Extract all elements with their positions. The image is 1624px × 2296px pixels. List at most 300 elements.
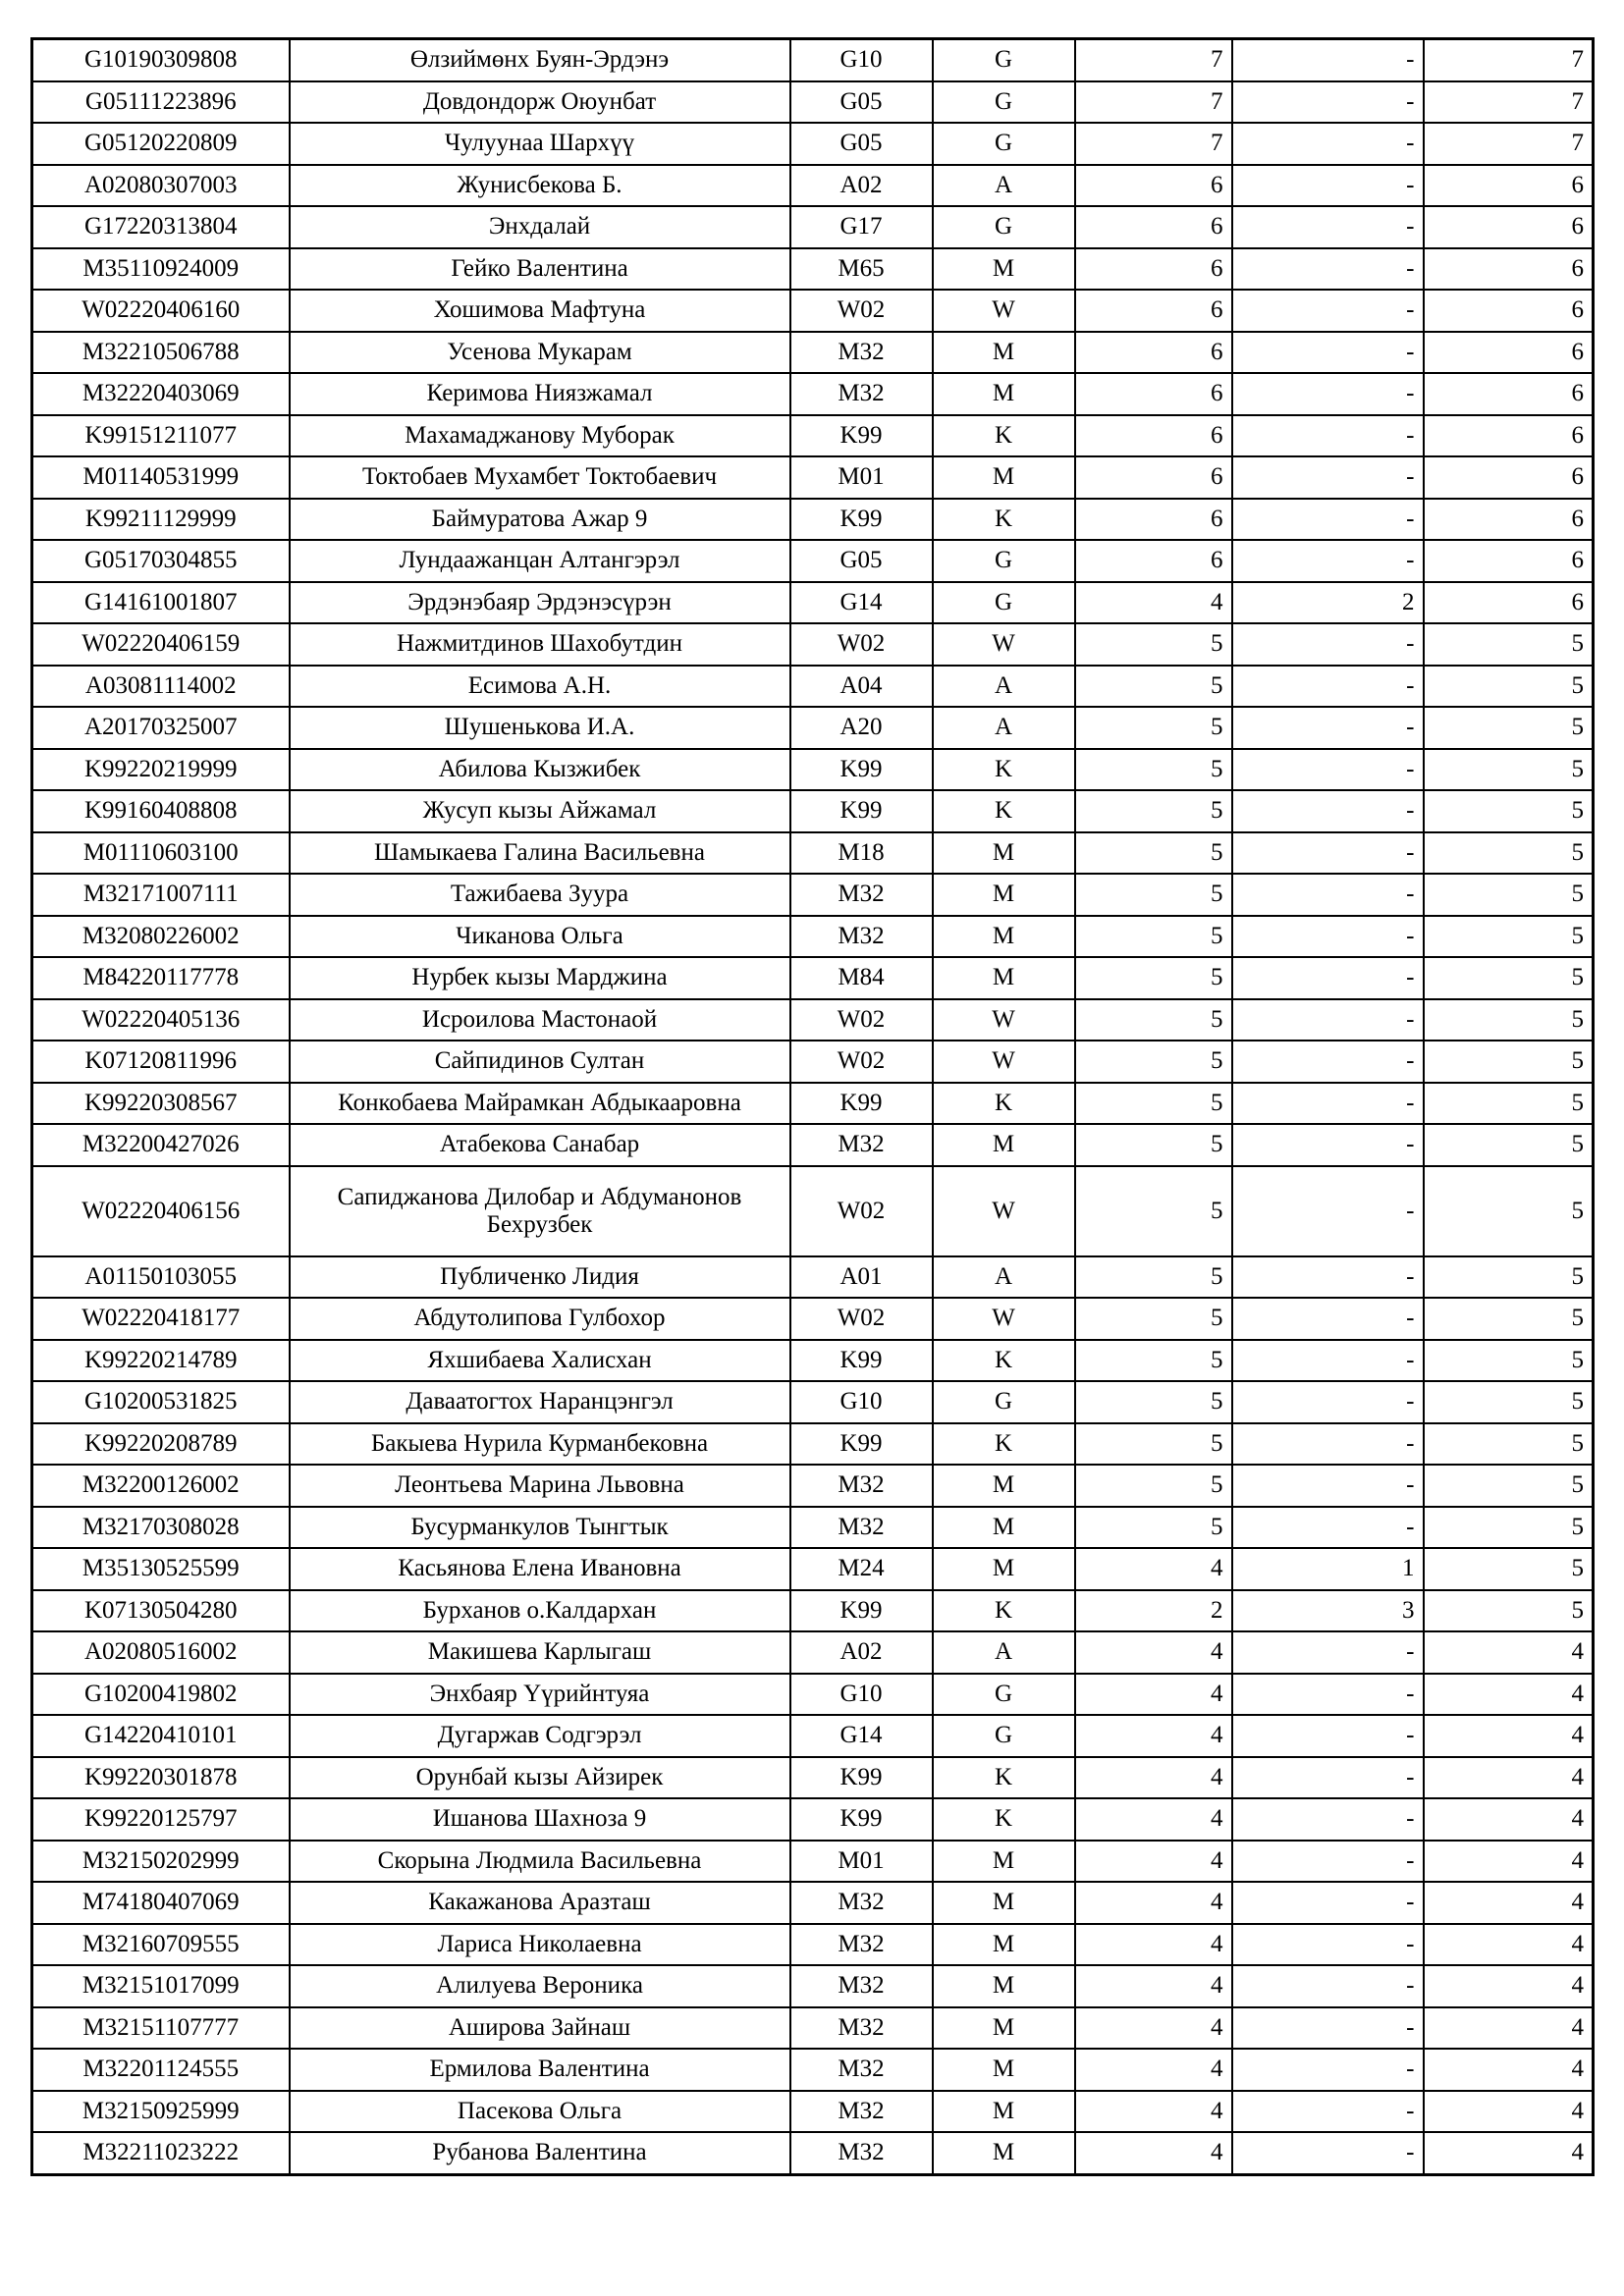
table-row — [32, 206, 1594, 248]
group-code-cell: M32 — [790, 2007, 933, 2050]
group-code-cell: A02 — [790, 1631, 933, 1674]
table-row — [32, 1507, 1594, 1549]
score-a-cell: 6 — [1075, 332, 1232, 374]
participant-name-cell: Сайпидинов Султан — [290, 1041, 790, 1083]
score-a-cell: 5 — [1075, 1083, 1232, 1125]
score-b-cell: - — [1232, 456, 1424, 499]
total-score-cell: 6 — [1424, 499, 1594, 541]
score-a-cell: 5 — [1075, 1124, 1232, 1166]
participant-name-cell: Дугаржав Содгэрэл — [290, 1715, 790, 1757]
score-a-cell: 5 — [1075, 999, 1232, 1041]
participant-name-cell: Публиченко Лидия — [290, 1256, 790, 1299]
participant-id-cell: K99211129999 — [32, 499, 290, 541]
category-cell: W — [933, 1298, 1075, 1340]
total-score-cell: 6 — [1424, 206, 1594, 248]
score-a-cell: 4 — [1075, 1674, 1232, 1716]
group-code-cell: W02 — [790, 290, 933, 332]
category-cell: K — [933, 1340, 1075, 1382]
score-a-cell: 5 — [1075, 1381, 1232, 1423]
total-score-cell: 5 — [1424, 916, 1594, 958]
category-cell: M — [933, 1882, 1075, 1924]
participant-name-cell: Бурханов о.Калдархан — [290, 1590, 790, 1632]
score-b-cell: - — [1232, 206, 1424, 248]
total-score-cell: 4 — [1424, 1798, 1594, 1841]
participant-id-cell: G05111223896 — [32, 81, 290, 124]
group-code-cell: A02 — [790, 165, 933, 207]
score-a-cell: 5 — [1075, 749, 1232, 791]
score-a-cell: 5 — [1075, 707, 1232, 749]
participant-name-cell: Жунисбекова Б. — [290, 165, 790, 207]
table-row — [32, 832, 1594, 875]
group-code-cell: M01 — [790, 1841, 933, 1883]
participant-id-cell: W02220405136 — [32, 999, 290, 1041]
category-cell: K — [933, 1590, 1075, 1632]
participant-name-cell: Керимова Ниязжамал — [290, 373, 790, 415]
total-score-cell: 4 — [1424, 1882, 1594, 1924]
total-score-cell: 6 — [1424, 582, 1594, 624]
score-b-cell: - — [1232, 332, 1424, 374]
score-a-cell: 4 — [1075, 1631, 1232, 1674]
participant-id-cell: K99220125797 — [32, 1798, 290, 1841]
score-a-cell: 6 — [1075, 290, 1232, 332]
participant-id-cell: M32150925999 — [32, 2091, 290, 2133]
participant-id-cell: M32200126002 — [32, 1465, 290, 1507]
participant-name-cell: Аширова Зайнаш — [290, 2007, 790, 2050]
score-a-cell: 4 — [1075, 1757, 1232, 1799]
score-a-cell: 6 — [1075, 456, 1232, 499]
category-cell: K — [933, 1423, 1075, 1466]
table-row — [32, 2091, 1594, 2133]
group-code-cell: M32 — [790, 1924, 933, 1966]
score-a-cell: 4 — [1075, 2007, 1232, 2050]
participant-name-cell: Пасекова Ольга — [290, 2091, 790, 2133]
participant-name-cell: Рубанова Валентина — [290, 2132, 790, 2174]
table-row — [32, 165, 1594, 207]
total-score-cell: 5 — [1424, 1166, 1594, 1256]
participant-name-cell: Абдутолипова Гулбохор — [290, 1298, 790, 1340]
category-cell: A — [933, 1631, 1075, 1674]
participant-name-cell: Лариса Николаевна — [290, 1924, 790, 1966]
participant-id-cell: G10200419802 — [32, 1674, 290, 1716]
group-code-cell: M32 — [790, 332, 933, 374]
group-code-cell: A20 — [790, 707, 933, 749]
score-b-cell: - — [1232, 1924, 1424, 1966]
total-score-cell: 4 — [1424, 1757, 1594, 1799]
table-row — [32, 415, 1594, 457]
score-b-cell: - — [1232, 415, 1424, 457]
participant-id-cell: A03081114002 — [32, 666, 290, 708]
score-a-cell: 6 — [1075, 415, 1232, 457]
category-cell: G — [933, 123, 1075, 165]
score-a-cell: 4 — [1075, 1924, 1232, 1966]
score-a-cell: 4 — [1075, 2049, 1232, 2091]
score-a-cell: 5 — [1075, 1423, 1232, 1466]
category-cell: M — [933, 1124, 1075, 1166]
participant-id-cell: W02220418177 — [32, 1298, 290, 1340]
category-cell: M — [933, 456, 1075, 499]
participant-id-cell: K99220208789 — [32, 1423, 290, 1466]
participant-name-cell: Довдондорж Оюунбат — [290, 81, 790, 124]
total-score-cell: 4 — [1424, 1631, 1594, 1674]
group-code-cell: G14 — [790, 1715, 933, 1757]
score-b-cell: - — [1232, 1465, 1424, 1507]
category-cell: K — [933, 790, 1075, 832]
table-row — [32, 1757, 1594, 1799]
participant-id-cell: M35130525599 — [32, 1548, 290, 1590]
score-b-cell: - — [1232, 1166, 1424, 1256]
table-row — [32, 1715, 1594, 1757]
score-a-cell: 4 — [1075, 1798, 1232, 1841]
results-table-body — [32, 39, 1594, 2175]
score-b-cell: - — [1232, 81, 1424, 124]
participant-name-cell: Скорына Людмила Васильевна — [290, 1841, 790, 1883]
table-row — [32, 707, 1594, 749]
score-b-cell: - — [1232, 290, 1424, 332]
score-b-cell: - — [1232, 999, 1424, 1041]
group-code-cell: G05 — [790, 123, 933, 165]
table-row — [32, 1381, 1594, 1423]
score-b-cell: - — [1232, 39, 1424, 81]
score-a-cell: 4 — [1075, 582, 1232, 624]
results-table — [30, 37, 1595, 2176]
score-b-cell: - — [1232, 373, 1424, 415]
category-cell: M — [933, 874, 1075, 916]
group-code-cell: M32 — [790, 1882, 933, 1924]
participant-id-cell: W02220406160 — [32, 290, 290, 332]
participant-name-cell: Энхбаяр Үүрийнтуяа — [290, 1674, 790, 1716]
score-b-cell: - — [1232, 123, 1424, 165]
group-code-cell: G10 — [790, 1381, 933, 1423]
participant-id-cell: K99220214789 — [32, 1340, 290, 1382]
participant-id-cell: K07130504280 — [32, 1590, 290, 1632]
participant-name-cell: Эрдэнэбаяр Эрдэнэсүрэн — [290, 582, 790, 624]
score-b-cell: - — [1232, 916, 1424, 958]
table-row — [32, 81, 1594, 124]
score-a-cell: 5 — [1075, 957, 1232, 999]
participant-name-cell: Нажмитдинов Шахобутдин — [290, 623, 790, 666]
participant-id-cell: M32171007111 — [32, 874, 290, 916]
table-row — [32, 2132, 1594, 2174]
total-score-cell: 5 — [1424, 623, 1594, 666]
participant-id-cell: M32200427026 — [32, 1124, 290, 1166]
category-cell: M — [933, 2091, 1075, 2133]
participant-name-cell: Алилуева Вероника — [290, 1965, 790, 2007]
participant-name-cell: Усенова Мукарам — [290, 332, 790, 374]
table-row — [32, 749, 1594, 791]
score-b-cell: - — [1232, 790, 1424, 832]
table-row — [32, 1423, 1594, 1466]
score-a-cell: 7 — [1075, 39, 1232, 81]
score-a-cell: 5 — [1075, 666, 1232, 708]
group-code-cell: M18 — [790, 832, 933, 875]
total-score-cell: 4 — [1424, 1841, 1594, 1883]
group-code-cell: M32 — [790, 1965, 933, 2007]
table-row — [32, 999, 1594, 1041]
category-cell: M — [933, 832, 1075, 875]
category-cell: M — [933, 957, 1075, 999]
category-cell: M — [933, 373, 1075, 415]
score-b-cell: 3 — [1232, 1590, 1424, 1632]
category-cell: M — [933, 1548, 1075, 1590]
category-cell: G — [933, 1381, 1075, 1423]
group-code-cell: M32 — [790, 1507, 933, 1549]
group-code-cell: K99 — [790, 1083, 933, 1125]
table-row — [32, 1041, 1594, 1083]
category-cell: K — [933, 1798, 1075, 1841]
score-b-cell: - — [1232, 874, 1424, 916]
category-cell: M — [933, 916, 1075, 958]
participant-name-cell: Макишева Карлыгаш — [290, 1631, 790, 1674]
table-row — [32, 790, 1594, 832]
score-b-cell: - — [1232, 623, 1424, 666]
group-code-cell: M32 — [790, 2132, 933, 2174]
total-score-cell: 5 — [1424, 1423, 1594, 1466]
score-b-cell: - — [1232, 499, 1424, 541]
participant-name-cell: Яхшибаева Халисхан — [290, 1340, 790, 1382]
score-a-cell: 5 — [1075, 1465, 1232, 1507]
participant-name-cell: Лундаажанцан Алтангэрэл — [290, 540, 790, 582]
category-cell: K — [933, 499, 1075, 541]
participant-name-cell: Гейко Валентина — [290, 248, 790, 291]
participant-id-cell: M01140531999 — [32, 456, 290, 499]
table-row — [32, 1965, 1594, 2007]
participant-name-cell: Бусурманкулов Тынгтык — [290, 1507, 790, 1549]
participant-id-cell: M74180407069 — [32, 1882, 290, 1924]
total-score-cell: 6 — [1424, 373, 1594, 415]
category-cell: W — [933, 1166, 1075, 1256]
category-cell: W — [933, 999, 1075, 1041]
total-score-cell: 7 — [1424, 81, 1594, 124]
group-code-cell: G14 — [790, 582, 933, 624]
score-a-cell: 5 — [1075, 623, 1232, 666]
score-b-cell: - — [1232, 1674, 1424, 1716]
group-code-cell: M32 — [790, 1124, 933, 1166]
participant-name-cell: Сапиджанова Дилобар и Абдуманонов Бехрузбек — [290, 1166, 790, 1256]
category-cell: G — [933, 39, 1075, 81]
total-score-cell: 5 — [1424, 1381, 1594, 1423]
score-a-cell: 6 — [1075, 248, 1232, 291]
participant-id-cell: K99220301878 — [32, 1757, 290, 1799]
participant-name-cell: Какажанова Аразташ — [290, 1882, 790, 1924]
score-b-cell: - — [1232, 1715, 1424, 1757]
participant-name-cell: Баймуратова Ажар 9 — [290, 499, 790, 541]
participant-id-cell: M32160709555 — [32, 1924, 290, 1966]
total-score-cell: 5 — [1424, 1256, 1594, 1299]
participant-id-cell: M32210506788 — [32, 332, 290, 374]
score-a-cell: 5 — [1075, 916, 1232, 958]
category-cell: K — [933, 1757, 1075, 1799]
participant-id-cell: A01150103055 — [32, 1256, 290, 1299]
table-row — [32, 623, 1594, 666]
score-b-cell: - — [1232, 1041, 1424, 1083]
table-row — [32, 874, 1594, 916]
group-code-cell: W02 — [790, 999, 933, 1041]
category-cell: M — [933, 332, 1075, 374]
score-b-cell: - — [1232, 1256, 1424, 1299]
score-a-cell: 6 — [1075, 165, 1232, 207]
score-a-cell: 5 — [1075, 1256, 1232, 1299]
participant-name-cell: Тажибаева Зуура — [290, 874, 790, 916]
participant-id-cell: M32211023222 — [32, 2132, 290, 2174]
category-cell: G — [933, 540, 1075, 582]
participant-id-cell: K99151211077 — [32, 415, 290, 457]
participant-id-cell: K99220308567 — [32, 1083, 290, 1125]
score-a-cell: 4 — [1075, 1548, 1232, 1590]
participant-name-cell: Даваатогтох Наранцэнгэл — [290, 1381, 790, 1423]
total-score-cell: 6 — [1424, 415, 1594, 457]
score-a-cell: 4 — [1075, 2132, 1232, 2174]
score-a-cell: 5 — [1075, 1166, 1232, 1256]
category-cell: W — [933, 1041, 1075, 1083]
category-cell: K — [933, 749, 1075, 791]
participant-id-cell: G14161001807 — [32, 582, 290, 624]
category-cell: K — [933, 415, 1075, 457]
table-row — [32, 1124, 1594, 1166]
total-score-cell: 4 — [1424, 1924, 1594, 1966]
score-a-cell: 5 — [1075, 1298, 1232, 1340]
table-row — [32, 39, 1594, 81]
total-score-cell: 7 — [1424, 123, 1594, 165]
participant-id-cell: G05120220809 — [32, 123, 290, 165]
participant-id-cell: M32150202999 — [32, 1841, 290, 1883]
category-cell: K — [933, 1083, 1075, 1125]
participant-id-cell: G17220313804 — [32, 206, 290, 248]
table-row — [32, 1256, 1594, 1299]
table-row — [32, 1590, 1594, 1632]
category-cell: A — [933, 1256, 1075, 1299]
score-a-cell: 5 — [1075, 1041, 1232, 1083]
score-b-cell: - — [1232, 1423, 1424, 1466]
score-b-cell: - — [1232, 2132, 1424, 2174]
score-a-cell: 6 — [1075, 206, 1232, 248]
score-b-cell: - — [1232, 2091, 1424, 2133]
participant-id-cell: A20170325007 — [32, 707, 290, 749]
group-code-cell: W02 — [790, 1041, 933, 1083]
participant-name-cell: Шушенькова И.А. — [290, 707, 790, 749]
category-cell: M — [933, 1841, 1075, 1883]
table-row — [32, 456, 1594, 499]
group-code-cell: K99 — [790, 1798, 933, 1841]
score-a-cell: 4 — [1075, 1715, 1232, 1757]
table-row — [32, 1674, 1594, 1716]
participant-name-cell: Бакыева Нурила Курманбековна — [290, 1423, 790, 1466]
participant-id-cell: G05170304855 — [32, 540, 290, 582]
category-cell: M — [933, 1965, 1075, 2007]
group-code-cell: W02 — [790, 1166, 933, 1256]
category-cell: M — [933, 1465, 1075, 1507]
group-code-cell: M32 — [790, 373, 933, 415]
category-cell: G — [933, 206, 1075, 248]
participant-id-cell: M32151017099 — [32, 1965, 290, 2007]
score-a-cell: 5 — [1075, 832, 1232, 875]
participant-name-cell: Леонтьева Марина Львовна — [290, 1465, 790, 1507]
category-cell: G — [933, 582, 1075, 624]
score-b-cell: - — [1232, 540, 1424, 582]
participant-name-cell: Хошимова Мафтуна — [290, 290, 790, 332]
group-code-cell: G10 — [790, 39, 933, 81]
participant-id-cell: M32220403069 — [32, 373, 290, 415]
total-score-cell: 5 — [1424, 790, 1594, 832]
group-code-cell: W02 — [790, 623, 933, 666]
table-row — [32, 1798, 1594, 1841]
group-code-cell: W02 — [790, 1298, 933, 1340]
group-code-cell: K99 — [790, 415, 933, 457]
participant-id-cell: G10190309808 — [32, 39, 290, 81]
score-a-cell: 5 — [1075, 1507, 1232, 1549]
total-score-cell: 4 — [1424, 2091, 1594, 2133]
participant-name-cell: Жусуп кызы Айжамал — [290, 790, 790, 832]
total-score-cell: 5 — [1424, 1548, 1594, 1590]
score-a-cell: 7 — [1075, 81, 1232, 124]
table-row — [32, 1298, 1594, 1340]
table-row — [32, 540, 1594, 582]
participant-name-cell: Атабекова Санабар — [290, 1124, 790, 1166]
participant-id-cell: M32151107777 — [32, 2007, 290, 2050]
participant-id-cell: A02080516002 — [32, 1631, 290, 1674]
table-row — [32, 2049, 1594, 2091]
total-score-cell: 5 — [1424, 874, 1594, 916]
total-score-cell: 7 — [1424, 39, 1594, 81]
total-score-cell: 5 — [1424, 1124, 1594, 1166]
group-code-cell: M32 — [790, 2091, 933, 2133]
group-code-cell: G10 — [790, 1674, 933, 1716]
score-b-cell: - — [1232, 2049, 1424, 2091]
table-row — [32, 1631, 1594, 1674]
total-score-cell: 4 — [1424, 2007, 1594, 2050]
group-code-cell: M01 — [790, 456, 933, 499]
score-a-cell: 5 — [1075, 790, 1232, 832]
participant-id-cell: M35110924009 — [32, 248, 290, 291]
table-row — [32, 1924, 1594, 1966]
total-score-cell: 6 — [1424, 332, 1594, 374]
participant-name-cell: Энхдалай — [290, 206, 790, 248]
participant-name-cell: Ишанова Шахноза 9 — [290, 1798, 790, 1841]
participant-name-cell: Токтобаев Мухамбет Токтобаевич — [290, 456, 790, 499]
participant-name-cell: Ермилова Валентина — [290, 2049, 790, 2091]
participant-id-cell: M32080226002 — [32, 916, 290, 958]
total-score-cell: 5 — [1424, 749, 1594, 791]
category-cell: M — [933, 2007, 1075, 2050]
total-score-cell: 5 — [1424, 1041, 1594, 1083]
score-b-cell: - — [1232, 666, 1424, 708]
table-row — [32, 1166, 1594, 1256]
table-row — [32, 248, 1594, 291]
total-score-cell: 5 — [1424, 999, 1594, 1041]
score-a-cell: 7 — [1075, 123, 1232, 165]
group-code-cell: K99 — [790, 1590, 933, 1632]
score-b-cell: - — [1232, 165, 1424, 207]
group-code-cell: G17 — [790, 206, 933, 248]
total-score-cell: 4 — [1424, 2049, 1594, 2091]
participant-name-cell: Чулуунаа Шархүү — [290, 123, 790, 165]
participant-id-cell: K99160408808 — [32, 790, 290, 832]
total-score-cell: 5 — [1424, 1340, 1594, 1382]
total-score-cell: 6 — [1424, 165, 1594, 207]
group-code-cell: M32 — [790, 2049, 933, 2091]
total-score-cell: 5 — [1424, 1083, 1594, 1125]
group-code-cell: K99 — [790, 499, 933, 541]
category-cell: G — [933, 81, 1075, 124]
group-code-cell: M32 — [790, 1465, 933, 1507]
table-row — [32, 1548, 1594, 1590]
score-b-cell: - — [1232, 707, 1424, 749]
category-cell: A — [933, 666, 1075, 708]
participant-id-cell: M01110603100 — [32, 832, 290, 875]
participant-name-cell: Нурбек кызы Марджина — [290, 957, 790, 999]
total-score-cell: 5 — [1424, 832, 1594, 875]
table-row — [32, 373, 1594, 415]
group-code-cell: K99 — [790, 1423, 933, 1466]
